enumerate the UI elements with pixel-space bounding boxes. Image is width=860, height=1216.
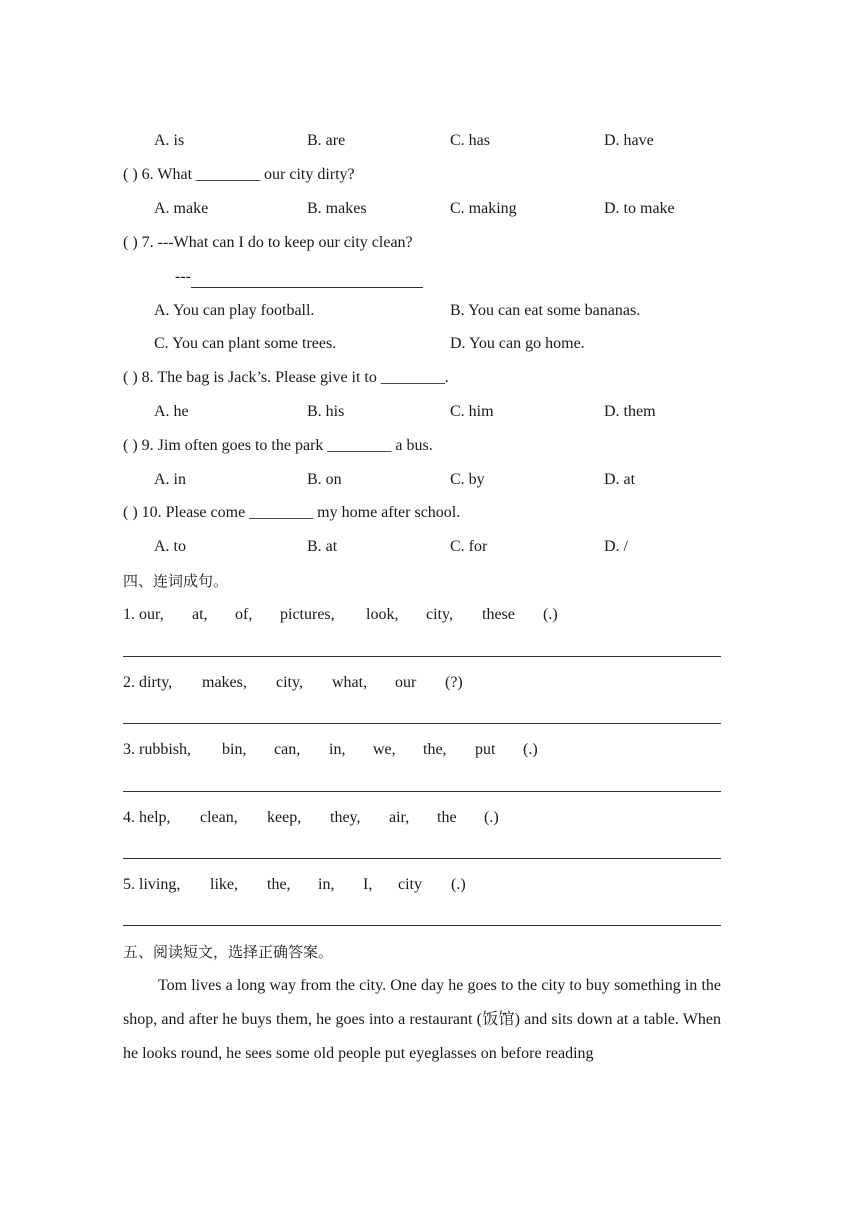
q6-option-c: C. making — [450, 200, 517, 217]
answer-line-4[interactable] — [123, 858, 721, 859]
q9-option-d: D. at — [604, 471, 636, 488]
word: we, — [373, 741, 396, 758]
q6-option-b: B. makes — [307, 200, 367, 217]
q5-option-c: C. has — [450, 132, 490, 149]
q10-option-b: B. at — [307, 538, 338, 555]
word: the, — [267, 876, 291, 893]
q8-option-b: B. his — [307, 403, 345, 420]
q8-option-a: A. he — [154, 403, 189, 420]
q7-option-b: B. You can eat some bananas. — [450, 302, 641, 319]
q9-option-a: A. in — [154, 471, 186, 488]
q9-option-b: B. on — [307, 471, 342, 488]
word: 5. living, — [123, 876, 181, 893]
answer-line-5[interactable] — [123, 925, 721, 926]
q5-option-d: D. have — [604, 132, 654, 149]
q6-option-d: D. to make — [604, 200, 675, 217]
question-7-answer-blank[interactable] — [191, 267, 423, 288]
word: they, — [330, 809, 361, 826]
word: air, — [389, 809, 410, 826]
q8-option-c: C. him — [450, 403, 494, 420]
word: the — [437, 809, 457, 826]
answer-line-2[interactable] — [123, 723, 721, 724]
word: put — [475, 741, 496, 758]
word: 4. help, — [123, 809, 171, 826]
word: like, — [210, 876, 238, 893]
word: city, — [426, 606, 453, 623]
word: (.) — [523, 741, 538, 758]
section-5-heading: 五、阅读短文，选择正确答案。 — [123, 943, 334, 961]
word: I, — [363, 876, 373, 893]
word: 2. dirty, — [123, 674, 173, 691]
q5-option-a: A. is — [154, 132, 185, 149]
word: what, — [332, 674, 368, 691]
word: 3. rubbish, — [123, 741, 191, 758]
question-7-reply — [175, 267, 423, 288]
answer-line-3[interactable] — [123, 791, 721, 792]
word: bin, — [222, 741, 247, 758]
q7-option-c: C. You can plant some trees. — [154, 335, 337, 352]
word: (.) — [484, 809, 499, 826]
word: at, — [192, 606, 208, 623]
question-10-stem: ( ) 10. Please come ________ my home after school. — [123, 504, 461, 521]
word: 1. our, — [123, 606, 164, 623]
word: (.) — [451, 876, 466, 893]
word: pictures, — [280, 606, 335, 623]
word: our — [395, 674, 417, 691]
question-8-stem: ( ) 8. The bag is Jack’s. Please give it to ________. — [123, 369, 449, 386]
question-9-stem: ( ) 9. Jim often goes to the park ________ a bus. — [123, 437, 433, 454]
q9-option-c: C. by — [450, 471, 485, 488]
word: of, — [235, 606, 253, 623]
q8-option-d: D. them — [604, 403, 656, 420]
word: city — [398, 876, 422, 893]
question-7-stem: ( ) 7. ---What can I do to keep our city clean? — [123, 234, 413, 251]
word: the, — [423, 741, 447, 758]
word: (.) — [543, 606, 558, 623]
word: in, — [329, 741, 346, 758]
word: in, — [318, 876, 335, 893]
q7-option-a: A. You can play football. — [154, 302, 315, 319]
word: look, — [366, 606, 399, 623]
q10-option-d: D. / — [604, 538, 628, 555]
answer-line-1[interactable] — [123, 656, 721, 657]
word: these — [482, 606, 515, 623]
question-6-stem: ( ) 6. What ________ our city dirty? — [123, 166, 355, 183]
word: can, — [274, 741, 301, 758]
word: keep, — [267, 809, 302, 826]
q6-option-a: A. make — [154, 200, 209, 217]
question-7-reply-dashes: --- — [175, 268, 191, 285]
word: (?) — [445, 674, 463, 691]
q10-option-a: A. to — [154, 538, 186, 555]
word: makes, — [202, 674, 247, 691]
q10-option-c: C. for — [450, 538, 488, 555]
word: city, — [276, 674, 303, 691]
reading-passage: Tom lives a long way from the city. One day he goes to the city to buy something in the shop, and after he buys them, he goes into a restaurant (饭馆) and sits down at a table. When he looks round, he sees some old people put eyeglasses on before reading — [123, 977, 721, 1062]
q7-option-d: D. You can go home. — [450, 335, 585, 352]
section-4-heading: 四、连词成句。 — [123, 572, 229, 590]
word: clean, — [200, 809, 238, 826]
q5-option-b: B. are — [307, 132, 346, 149]
